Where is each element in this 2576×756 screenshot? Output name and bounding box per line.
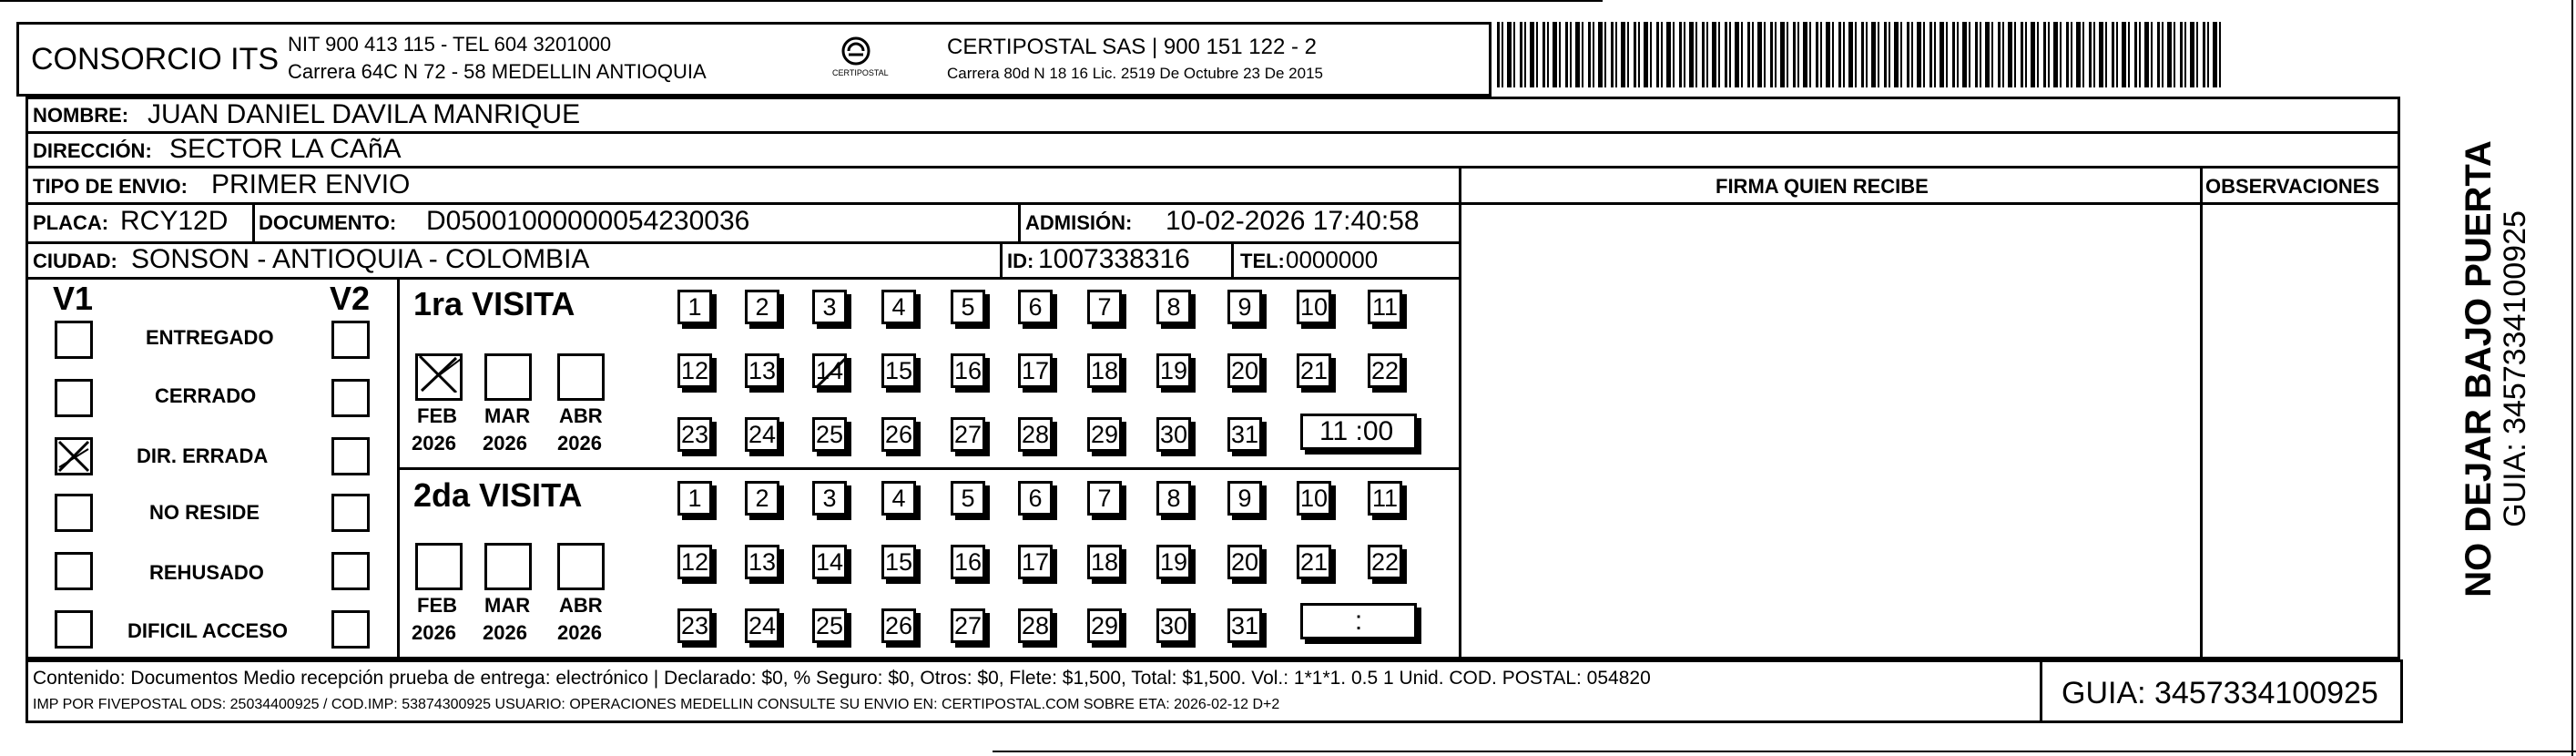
tel-label: TEL: — [1240, 250, 1285, 272]
visit1-day-box[interactable]: 2 — [745, 290, 779, 324]
ciudad-value: SONSON - ANTIOQUIA - COLOMBIA — [131, 244, 590, 274]
visit1-day-box[interactable]: 4 — [881, 290, 916, 324]
status-no-reside: NO RESIDE — [149, 501, 260, 524]
visit1-day-box[interactable]: 3 — [812, 290, 847, 324]
visit1-day-box[interactable]: 7 — [1087, 290, 1122, 324]
footer-imp: IMP POR FIVEPOSTAL ODS: 25034400925 / COD.IMP: 53874300925 USUARIO: OPERACIONES MEDELLIN CONSULTE SU ENVIO EN: CERTIPOSTAL.COM SOBRE ETA: 2026-02-12 D+2 — [33, 697, 1280, 712]
col-line — [1018, 202, 1021, 241]
visit1-day-box[interactable]: 20 — [1227, 353, 1262, 388]
visit1-day-box[interactable]: 5 — [951, 290, 985, 324]
visit1-day-box[interactable]: 12 — [677, 353, 712, 388]
visit1-day-box[interactable]: 19 — [1156, 353, 1191, 388]
visit2-day-box[interactable]: 20 — [1227, 545, 1262, 579]
visit2-month-label: FEB — [417, 594, 457, 617]
v1-checkbox[interactable] — [55, 321, 93, 359]
firma-header: FIRMA QUIEN RECIBE — [1716, 175, 1929, 198]
visit2-day-box[interactable]: 30 — [1156, 608, 1191, 643]
courier-address: Carrera 80d N 18 16 Lic. 2519 De Octubre 23 De 2015 — [947, 65, 1323, 82]
v1-checkbox[interactable] — [55, 552, 93, 590]
v1-checkbox[interactable] — [55, 379, 93, 417]
nombre-label: NOMBRE: — [33, 104, 129, 127]
visit1-day-box-checked[interactable]: 14 — [812, 353, 847, 388]
visit1-day-box[interactable]: 28 — [1018, 417, 1053, 452]
visit1-day-box[interactable]: 18 — [1087, 353, 1122, 388]
visit2-day-box[interactable]: 12 — [677, 545, 712, 579]
visit1-day-box[interactable]: 13 — [745, 353, 779, 388]
footer-contenido: Contenido: Documentos Medio recepción prueba de entrega: electrónico | Declarado: $0, % Seguro: $0, Otros: $0, Flete: $1,500, Total: $1,500. Vol.: 1*1*1. 0.5 1 Unid. COD. POSTAL: 054820 — [33, 668, 1651, 689]
placa-value: RCY12D — [120, 206, 229, 236]
visit1-title: 1ra VISITA — [413, 285, 575, 322]
v1-checkbox-checked[interactable] — [55, 437, 93, 475]
visit2-day-box[interactable]: 26 — [881, 608, 916, 643]
visit2-day-box[interactable]: 8 — [1156, 481, 1191, 516]
col-line — [2400, 659, 2403, 723]
visit1-day-box[interactable]: 29 — [1087, 417, 1122, 452]
visit1-day-box[interactable]: 23 — [677, 417, 712, 452]
col-line — [1231, 241, 1234, 277]
visit2-month-label: MAR — [484, 594, 531, 617]
visit2-day-box[interactable]: 23 — [677, 608, 712, 643]
visit2-day-box[interactable]: 11 — [1368, 481, 1402, 516]
side-warning: NO DEJAR BAJO PUERTA — [2459, 140, 2499, 598]
side-guia: GUIA: 3457334100925 — [2498, 210, 2532, 527]
v2-checkbox[interactable] — [331, 610, 370, 649]
v1-header: V1 — [53, 280, 94, 317]
visit1-day-box[interactable]: 27 — [951, 417, 985, 452]
visit2-day-box[interactable]: 29 — [1087, 608, 1122, 643]
col-line — [2040, 659, 2042, 723]
direccion-value: SECTOR LA CAñA — [169, 134, 402, 164]
visit1-year-label: 2026 — [557, 432, 602, 455]
visit2-day-box[interactable]: 3 — [812, 481, 847, 516]
v2-checkbox[interactable] — [331, 437, 370, 475]
v2-checkbox[interactable] — [331, 379, 370, 417]
visit2-day-box[interactable]: 7 — [1087, 481, 1122, 516]
v2-checkbox[interactable] — [331, 552, 370, 590]
visit2-day-box[interactable]: 2 — [745, 481, 779, 516]
logo-text: CERTIPOSTAL — [832, 68, 889, 77]
visit2-day-box[interactable]: 5 — [951, 481, 985, 516]
visit2-year-label: 2026 — [412, 621, 456, 644]
visit1-day-box[interactable]: 24 — [745, 417, 779, 452]
documento-value: D05001000000054230036 — [426, 206, 750, 236]
visit1-day-box[interactable]: 8 — [1156, 290, 1191, 324]
v1-checkbox[interactable] — [55, 494, 93, 532]
visit2-day-box[interactable]: 18 — [1087, 545, 1122, 579]
visit1-day-box[interactable]: 9 — [1227, 290, 1262, 324]
visit2-day-box[interactable]: 19 — [1156, 545, 1191, 579]
visit1-month-label: FEB — [417, 404, 457, 427]
visit1-month-label: MAR — [484, 404, 531, 427]
visit2-day-box[interactable]: 25 — [812, 608, 847, 643]
observaciones-header: OBSERVACIONES — [2205, 175, 2380, 198]
visit2-day-box[interactable]: 24 — [745, 608, 779, 643]
company-name: CONSORCIO ITS — [31, 42, 280, 77]
status-entregado: ENTREGADO — [146, 326, 274, 349]
col-line — [25, 659, 28, 723]
placa-label: PLACA: — [33, 211, 109, 234]
status-dificil-acceso: DIFICIL ACCESO — [127, 619, 289, 642]
visit1-day-box[interactable]: 10 — [1297, 290, 1331, 324]
company-nit: NIT 900 413 115 - TEL 604 3201000 — [288, 33, 612, 56]
visit2-time-box[interactable]: : — [1300, 603, 1417, 639]
bottom-border — [993, 751, 2576, 752]
visit1-day-box[interactable]: 22 — [1368, 353, 1402, 388]
visit2-day-box[interactable]: 14 — [812, 545, 847, 579]
direccion-label: DIRECCIÓN: — [33, 139, 152, 162]
visit2-day-box[interactable]: 4 — [881, 481, 916, 516]
visit2-title: 2da VISITA — [413, 476, 583, 514]
row-line — [25, 659, 2400, 662]
company-address: Carrera 64C N 72 - 58 MEDELLIN ANTIOQUIA — [288, 60, 707, 83]
nombre-value: JUAN DANIEL DAVILA MANRIQUE — [148, 99, 581, 129]
visit1-day-box[interactable]: 17 — [1018, 353, 1053, 388]
visit2-month-mar[interactable] — [484, 543, 532, 590]
visit1-day-box[interactable]: 15 — [881, 353, 916, 388]
visit2-day-box[interactable]: 15 — [881, 545, 916, 579]
v2-checkbox[interactable] — [331, 494, 370, 532]
barcode — [1497, 22, 2225, 87]
footer-guia: GUIA: 3457334100925 — [2062, 676, 2378, 710]
tipo-value: PRIMER ENVIO — [211, 169, 411, 199]
visit1-month-label: ABR — [559, 404, 603, 427]
right-border — [2571, 0, 2573, 756]
visit1-day-box[interactable]: 30 — [1156, 417, 1191, 452]
visit2-day-box[interactable]: 28 — [1018, 608, 1053, 643]
visit2-day-box[interactable]: 9 — [1227, 481, 1262, 516]
row-line — [25, 166, 2400, 169]
visit2-day-box[interactable]: 27 — [951, 608, 985, 643]
v1-checkbox[interactable] — [55, 610, 93, 649]
status-dir-errada: DIR. ERRADA — [137, 444, 269, 467]
certipostal-logo — [830, 35, 889, 82]
visit-divider — [397, 467, 1459, 470]
visit1-month-feb-checked[interactable] — [415, 353, 463, 401]
row-line — [25, 202, 2400, 205]
visit2-day-box[interactable]: 21 — [1297, 545, 1331, 579]
visit1-month-abr[interactable] — [557, 353, 605, 401]
top-border — [0, 0, 1603, 2]
visit2-day-box[interactable]: 17 — [1018, 545, 1053, 579]
visit1-year-label: 2026 — [483, 432, 527, 455]
col-line — [252, 202, 255, 241]
visit1-day-box[interactable]: 21 — [1297, 353, 1331, 388]
visit1-day-box[interactable]: 6 — [1018, 290, 1053, 324]
col-line — [2200, 166, 2203, 659]
row-line — [25, 277, 1459, 280]
tipo-label: TIPO DE ENVIO: — [33, 175, 188, 198]
visit2-month-abr[interactable] — [557, 543, 605, 590]
visit2-day-box[interactable]: 1 — [677, 481, 712, 516]
visit2-day-box[interactable]: 10 — [1297, 481, 1331, 516]
visit1-time-box[interactable]: 11 :00 — [1300, 414, 1417, 450]
documento-label: DOCUMENTO: — [259, 211, 397, 234]
visit2-day-box[interactable]: 6 — [1018, 481, 1053, 516]
admision-value: 10-02-2026 17:40:58 — [1166, 206, 1420, 236]
visit1-year-label: 2026 — [412, 432, 456, 455]
visit2-year-label: 2026 — [557, 621, 602, 644]
id-label: ID: — [1007, 250, 1034, 272]
visit2-day-box[interactable]: 22 — [1368, 545, 1402, 579]
visit2-day-box[interactable]: 16 — [951, 545, 985, 579]
visit1-day-box[interactable]: 25 — [812, 417, 847, 452]
status-cerrado: CERRADO — [155, 384, 257, 407]
visit2-month-label: ABR — [559, 594, 603, 617]
col-line — [1000, 241, 1003, 277]
courier-name: CERTIPOSTAL SAS | 900 151 122 - 2 — [947, 35, 1317, 59]
visit1-day-box[interactable]: 1 — [677, 290, 712, 324]
v2-header: V2 — [330, 280, 371, 317]
col-line — [1459, 166, 1461, 659]
visit2-day-box[interactable]: 31 — [1227, 608, 1262, 643]
visit2-day-box[interactable]: 13 — [745, 545, 779, 579]
visit1-day-box[interactable]: 16 — [951, 353, 985, 388]
visit1-day-box[interactable]: 11 — [1368, 290, 1402, 324]
col-line — [397, 277, 400, 659]
visit2-month-feb[interactable] — [415, 543, 463, 590]
visit2-year-label: 2026 — [483, 621, 527, 644]
footer-bottom — [25, 720, 2403, 723]
visit1-month-mar[interactable] — [484, 353, 532, 401]
visit1-day-box[interactable]: 26 — [881, 417, 916, 452]
tel-value: 0000000 — [1286, 246, 1379, 273]
admision-label: ADMISIÓN: — [1025, 211, 1133, 234]
id-value: 1007338316 — [1038, 244, 1190, 274]
visit1-day-box[interactable]: 31 — [1227, 417, 1262, 452]
status-rehusado: REHUSADO — [149, 561, 264, 584]
ciudad-label: CIUDAD: — [33, 250, 117, 272]
v2-checkbox[interactable] — [331, 321, 370, 359]
